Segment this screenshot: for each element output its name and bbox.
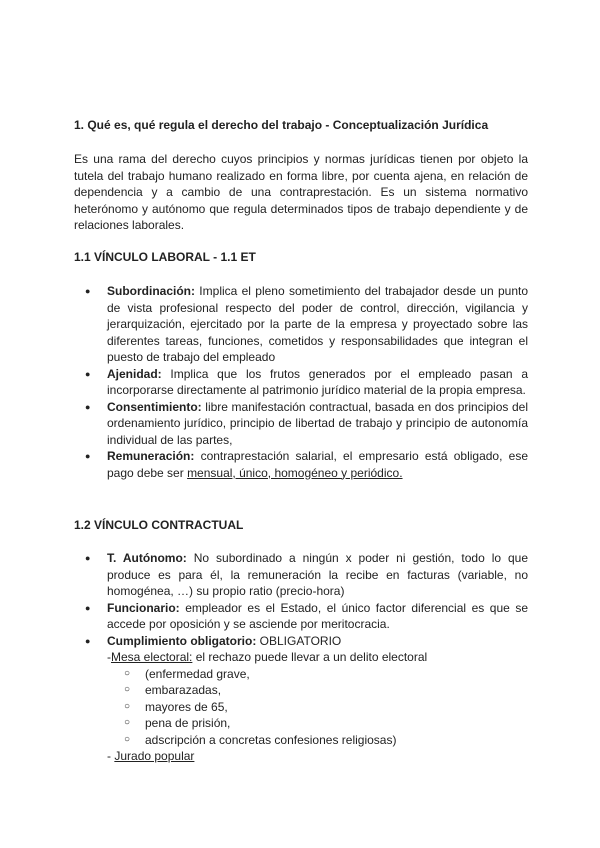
list-item bbox=[85, 633, 528, 765]
exemption-text: pena de prisión, bbox=[145, 716, 231, 730]
list-item bbox=[85, 366, 528, 399]
definition: Implica que los frutos generados por el empleado pasan a incorporarse directamente al patrimonio jurídico material de la propia empresa. bbox=[107, 366, 528, 397]
vinculo-contractual-list bbox=[85, 550, 528, 765]
definition: contraprestación salarial, el empresario está obligado, ese pago debe ser bbox=[107, 449, 528, 480]
jurado-popular-line bbox=[107, 748, 528, 765]
exemption-text: adscripción a concretas confesiones religiosas) bbox=[145, 732, 397, 747]
list-item bbox=[124, 682, 528, 699]
term: Remuneración: bbox=[107, 449, 195, 463]
mesa-electoral-exemptions bbox=[107, 666, 528, 749]
bullet-icon: ● bbox=[85, 368, 91, 379]
bullet-icon: ● bbox=[85, 602, 91, 613]
bullet-icon: ● bbox=[85, 286, 91, 296]
list-item bbox=[124, 666, 528, 683]
dash-prefix: - bbox=[107, 749, 115, 763]
mesa-electoral-line bbox=[107, 649, 528, 666]
bullet-icon: ● bbox=[85, 451, 91, 461]
list-item bbox=[124, 715, 528, 732]
mesa-electoral-label: Mesa electoral: bbox=[111, 650, 193, 664]
definition: libre manifestación contractual, basada en dos principios del ordenamiento jurídico, principio de libertad de trabajo y principio de autonomía individual de las partes, bbox=[107, 399, 528, 447]
list-item bbox=[85, 550, 528, 600]
section-heading-vinculo-laboral bbox=[74, 249, 256, 266]
definition: No subordinado a ningún x poder ni gestión, todo lo que produce es para él, la remuneración la recibe en facturas (variable, no homogénea, …) su propio ratio (precio-hora) bbox=[107, 551, 528, 598]
circle-bullet-icon: ○ bbox=[124, 717, 131, 728]
page-title: 1. Qué es, qué regula el derecho del trabajo - Conceptualización Jurídica bbox=[74, 118, 489, 132]
jurado-popular-label: Jurado popular bbox=[114, 749, 195, 763]
circle-bullet-icon: ○ bbox=[124, 733, 131, 745]
term: Consentimiento: bbox=[107, 399, 202, 414]
vinculo-laboral-list bbox=[85, 283, 528, 481]
list-item bbox=[124, 699, 528, 716]
term: Ajenidad: bbox=[107, 366, 162, 381]
bullet-icon: ● bbox=[85, 401, 91, 412]
term: Subordinación: bbox=[107, 284, 195, 298]
definition: empleador es el Estado, el único factor diferencial es que se accede por oposición y se asciende por meritocracia. bbox=[107, 600, 528, 631]
dash-prefix: - bbox=[107, 650, 111, 664]
list-item bbox=[124, 732, 528, 749]
term: Funcionario: bbox=[107, 600, 180, 615]
bullet-icon: ● bbox=[85, 553, 91, 563]
exemption-text: (enfermedad grave, bbox=[145, 666, 250, 681]
definition: OBLIGATORIO bbox=[256, 633, 342, 648]
term: T. Autónomo: bbox=[107, 551, 187, 565]
section-heading-vinculo-contractual: 1.2 VÍNCULO CONTRACTUAL bbox=[74, 518, 244, 532]
circle-bullet-icon: ○ bbox=[124, 667, 131, 679]
section-heading-text: 1.1 VÍNCULO LABORAL - 1.1 ET bbox=[74, 250, 256, 264]
circle-bullet-icon: ○ bbox=[124, 700, 131, 712]
exemption-text: embarazadas, bbox=[145, 683, 222, 697]
circle-bullet-icon: ○ bbox=[124, 684, 131, 695]
definition: Implica el pleno sometimiento del trabajador desde un punto de vista profesional respecto del poder de control, dirección, vigilancia y jerarquización, ejercitado por la parte de la empresa y proyectado sobre las diferentes tareas, funciones, cometidos y responsabilidades que integran el puesto de trabajo del empleado bbox=[107, 284, 528, 364]
list-item bbox=[85, 399, 528, 449]
bullet-icon: ● bbox=[85, 635, 91, 646]
exemption-text: mayores de 65, bbox=[145, 699, 228, 714]
mesa-electoral-text: el rechazo puede llevar a un delito electoral bbox=[192, 650, 428, 664]
underlined-text: mensual, único, homogéneo y periódico. bbox=[187, 465, 403, 480]
list-item bbox=[85, 448, 528, 481]
intro-paragraph: Es una rama del derecho cuyos principios y normas jurídicas tienen por objeto la tutela del trabajo humano realizado en forma libre, por cuenta ajena, en relación de dependencia y a cambio de una contraprestación. Es un sistema normativo heterónomo y autónomo que regula determinados tipos de trabajo dependiente y de relaciones laborales. bbox=[74, 152, 528, 232]
term: Cumplimiento obligatorio: bbox=[107, 633, 257, 648]
list-item bbox=[85, 283, 528, 366]
list-item bbox=[85, 600, 528, 633]
